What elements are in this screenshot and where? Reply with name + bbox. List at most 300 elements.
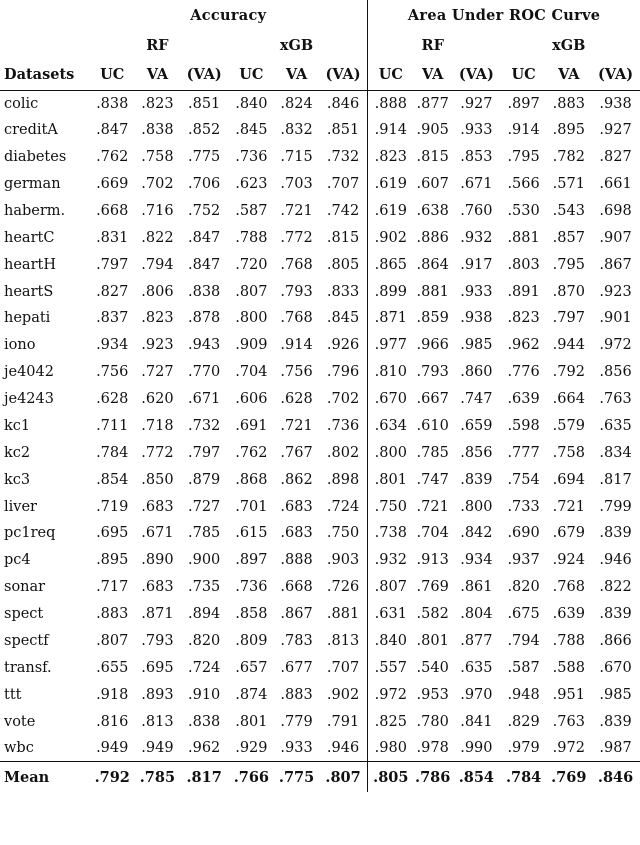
accuracy-group-header: Accuracy [190, 6, 267, 24]
table-cell: .972 [599, 337, 632, 354]
table-cell: .909 [235, 337, 268, 354]
table-cell: .946 [599, 552, 632, 569]
table-cell: .833 [326, 283, 360, 300]
table-cell: .670 [368, 386, 414, 413]
table-cell: .953 [416, 686, 449, 703]
xgb-auc-header: xGB [552, 36, 586, 54]
table-row [0, 359, 640, 386]
table-cell: .895 [96, 552, 129, 569]
table-cell: .721 [280, 417, 313, 434]
table-cell: .817 [599, 471, 632, 488]
table-cell: .895 [552, 122, 585, 139]
table-row [0, 90, 640, 117]
table-cell: .628 [280, 391, 313, 408]
table-cell: .721 [280, 202, 313, 219]
table-cell: .905 [416, 122, 449, 139]
datasets-column-header: Datasets [0, 60, 89, 90]
table-cell: .903 [326, 552, 360, 569]
table-cell: .883 [280, 686, 313, 703]
table-cell: .883 [552, 95, 585, 112]
table-cell: .679 [552, 525, 585, 542]
table-cell: .979 [507, 740, 540, 757]
table-cell: .732 [187, 417, 221, 434]
table-cell: .923 [141, 337, 174, 354]
table-cell: .727 [187, 498, 221, 515]
table-cell: .847 [96, 122, 129, 139]
table-cell: .706 [187, 176, 221, 193]
table-row [0, 386, 640, 413]
table-cell: .943 [187, 337, 221, 354]
table-cell: .767 [280, 444, 313, 461]
table-cell: .795 [552, 256, 585, 273]
table-cell: .793 [280, 283, 313, 300]
table-cell: .756 [96, 364, 129, 381]
table-cell: .702 [326, 391, 360, 408]
xgb-accuracy-header: xGB [279, 36, 314, 54]
table-cell: .671 [460, 176, 493, 193]
col-header-uc: UC [89, 60, 135, 90]
table-cell: .720 [235, 256, 268, 273]
table-cell: .962 [507, 337, 540, 354]
table-cell: .871 [368, 305, 414, 332]
table-cell: .775 [274, 762, 319, 792]
table-cell: .703 [280, 176, 313, 193]
table-cell: .987 [599, 740, 632, 757]
model-header-row [0, 30, 640, 60]
dataset-name: ttt [4, 686, 22, 703]
table-cell: .639 [552, 606, 585, 623]
table-cell: .820 [187, 632, 221, 649]
table-cell: .881 [416, 283, 449, 300]
table-cell: .736 [326, 417, 360, 434]
table-cell: .791 [326, 713, 360, 730]
dataset-name: kc2 [4, 444, 31, 461]
table-cell: .772 [141, 444, 174, 461]
table-cell: .850 [141, 471, 174, 488]
table-cell: .816 [96, 713, 129, 730]
table-cell: .775 [187, 149, 221, 166]
table-cell: .724 [187, 659, 221, 676]
table-cell: .858 [235, 606, 268, 623]
table-cell: .801 [235, 713, 268, 730]
table-cell: .615 [235, 525, 268, 542]
table-cell: .664 [552, 391, 585, 408]
dataset-name: je4042 [4, 364, 54, 381]
table-cell: .857 [552, 229, 585, 246]
table-cell: .831 [96, 229, 129, 246]
table-cell: .838 [187, 283, 221, 300]
table-cell: .910 [187, 686, 221, 703]
table-cell: .801 [416, 632, 449, 649]
table-cell: .758 [141, 149, 174, 166]
dataset-name: spectf [4, 632, 49, 649]
table-cell: .805 [326, 256, 360, 273]
table-cell: .635 [460, 659, 493, 676]
table-cell: .902 [326, 686, 360, 703]
table-cell: .923 [599, 283, 632, 300]
table-cell: .946 [326, 740, 360, 757]
table-cell: .691 [235, 417, 268, 434]
table-cell: .726 [326, 579, 360, 596]
table-cell: .754 [507, 471, 540, 488]
table-cell: .783 [280, 632, 313, 649]
table-cell: .795 [507, 149, 540, 166]
table-cell: .845 [326, 310, 360, 327]
table-cell: .777 [507, 444, 540, 461]
table-cell: .938 [460, 310, 493, 327]
table-cell: .865 [368, 251, 414, 278]
table-cell: .695 [141, 659, 174, 676]
table-cell: .944 [552, 337, 585, 354]
table-cell: .702 [141, 176, 174, 193]
table-cell: .890 [141, 552, 174, 569]
table-cell: .762 [96, 149, 129, 166]
table-cell: .902 [368, 224, 414, 251]
table-cell: .796 [326, 364, 360, 381]
table-cell: .934 [96, 337, 129, 354]
table-cell: .874 [235, 686, 268, 703]
table-row [0, 305, 640, 332]
table-cell: .769 [416, 579, 449, 596]
table-cell: .878 [187, 310, 221, 327]
table-row [0, 574, 640, 601]
table-cell: .619 [368, 198, 414, 225]
table-cell: .970 [460, 686, 493, 703]
table-cell: .897 [235, 552, 268, 569]
table-cell: .677 [280, 659, 313, 676]
table-cell: .817 [180, 762, 229, 792]
dataset-name: heartS [4, 283, 54, 300]
table-cell: .718 [141, 417, 174, 434]
table-cell: .784 [96, 444, 129, 461]
col-header-va: VA [546, 60, 591, 90]
table-cell: .763 [552, 713, 585, 730]
table-cell: .806 [141, 283, 174, 300]
table-cell: .788 [235, 229, 268, 246]
table-row [0, 628, 640, 655]
table-cell: .707 [326, 659, 360, 676]
table-cell: .792 [89, 762, 135, 792]
dataset-name: transf. [4, 659, 52, 676]
table-cell: .707 [326, 176, 360, 193]
table-cell: .724 [326, 498, 360, 515]
table-cell: .894 [187, 606, 221, 623]
table-cell: .834 [599, 444, 632, 461]
table-row [0, 413, 640, 440]
table-cell: .917 [460, 256, 493, 273]
table-cell: .634 [368, 413, 414, 440]
table-cell: .780 [416, 713, 449, 730]
table-row [0, 601, 640, 628]
table-cell: .736 [235, 579, 268, 596]
table-cell: .978 [416, 740, 449, 757]
table-cell: .619 [368, 171, 414, 198]
table-cell: .856 [460, 444, 493, 461]
table-cell: .675 [507, 606, 540, 623]
table-cell: .990 [460, 740, 493, 757]
table-cell: .840 [235, 95, 268, 112]
table-cell: .801 [368, 466, 414, 493]
table-row [0, 493, 640, 520]
table-cell: .670 [599, 659, 632, 676]
dataset-name: pc4 [4, 552, 31, 569]
table-cell: .913 [416, 552, 449, 569]
dataset-name: german [4, 176, 61, 193]
table-cell: .937 [507, 552, 540, 569]
dataset-name: kc1 [4, 417, 31, 434]
table-cell: .839 [460, 471, 493, 488]
table-cell: .823 [368, 144, 414, 171]
table-cell: .899 [368, 278, 414, 305]
table-cell: .847 [187, 229, 221, 246]
table-row [0, 278, 640, 305]
table-cell: .938 [599, 95, 632, 112]
table-cell: .888 [280, 552, 313, 569]
table-cell: .815 [416, 149, 449, 166]
table-cell: .877 [416, 95, 449, 112]
table-cell: .768 [280, 256, 313, 273]
table-cell: .659 [460, 417, 493, 434]
table-cell: .768 [280, 310, 313, 327]
table-cell: .842 [460, 525, 493, 542]
table-cell: .794 [141, 256, 174, 273]
col-header-uc: UC [368, 60, 414, 90]
table-cell: .846 [591, 762, 640, 792]
table-cell: .752 [187, 202, 221, 219]
table-cell: .785 [416, 444, 449, 461]
table-cell: .557 [368, 654, 414, 681]
table-cell: .683 [280, 525, 313, 542]
table-cell: .972 [368, 681, 414, 708]
table-cell: .763 [599, 391, 632, 408]
table-row [0, 171, 640, 198]
table-cell: .683 [141, 579, 174, 596]
table-cell: .667 [416, 391, 449, 408]
dataset-name: iono [4, 337, 36, 354]
table-cell: .918 [96, 686, 129, 703]
table-cell: .540 [416, 659, 449, 676]
table-cell: .847 [187, 256, 221, 273]
table-cell: .854 [452, 762, 501, 792]
table-cell: .792 [552, 364, 585, 381]
table-cell: .793 [416, 364, 449, 381]
table-cell: .805 [368, 762, 414, 792]
table-cell: .932 [460, 229, 493, 246]
dataset-name: colic [4, 95, 39, 112]
table-cell: .927 [460, 95, 493, 112]
table-cell: .852 [187, 122, 221, 139]
table-cell: .655 [96, 659, 129, 676]
table-cell: .793 [141, 632, 174, 649]
table-cell: .788 [552, 632, 585, 649]
table-cell: .840 [368, 628, 414, 655]
table-cell: .683 [141, 498, 174, 515]
table-cell: .839 [599, 525, 632, 542]
table-cell: .582 [416, 606, 449, 623]
table-cell: .762 [235, 444, 268, 461]
table-cell: .668 [96, 202, 129, 219]
table-cell: .571 [552, 176, 585, 193]
table-cell: .825 [368, 708, 414, 735]
table-cell: .750 [326, 525, 360, 542]
table-cell: .588 [552, 659, 585, 676]
table-cell: .694 [552, 471, 585, 488]
table-cell: .797 [552, 310, 585, 327]
table-cell: .929 [235, 740, 268, 757]
table-cell: .809 [235, 632, 268, 649]
mean-row [0, 762, 640, 792]
table-cell: .886 [416, 229, 449, 246]
table-row [0, 681, 640, 708]
table-cell: .949 [96, 740, 129, 757]
dataset-name: heartC [4, 229, 55, 246]
table-cell: .620 [141, 391, 174, 408]
table-cell: .579 [552, 417, 585, 434]
table-cell: .837 [96, 310, 129, 327]
table-cell: .785 [135, 762, 180, 792]
table-cell: .856 [599, 364, 632, 381]
table-cell: .883 [96, 606, 129, 623]
table-cell: .747 [416, 471, 449, 488]
table-cell: .715 [280, 149, 313, 166]
table-cell: .888 [368, 90, 414, 117]
table-cell: .610 [416, 417, 449, 434]
table-cell: .779 [280, 713, 313, 730]
table-cell: .807 [235, 283, 268, 300]
table-cell: .962 [187, 740, 221, 757]
col-header-uc: UC [501, 60, 547, 90]
table-cell: .704 [235, 364, 268, 381]
table-cell: .657 [235, 659, 268, 676]
table-row [0, 520, 640, 547]
dataset-name: wbc [4, 740, 34, 757]
table-cell: .738 [368, 520, 414, 547]
table-cell: .879 [187, 471, 221, 488]
dataset-name: creditA [4, 122, 58, 139]
table-cell: .683 [280, 498, 313, 515]
table-cell: .901 [599, 310, 632, 327]
table-row [0, 654, 640, 681]
table-cell: .785 [187, 525, 221, 542]
table-row [0, 251, 640, 278]
table-row [0, 224, 640, 251]
table-body [0, 90, 640, 762]
table-cell: .823 [507, 310, 540, 327]
table-cell: .827 [599, 149, 632, 166]
table-cell: .862 [280, 471, 313, 488]
table-cell: .893 [141, 686, 174, 703]
table-cell: .628 [96, 391, 129, 408]
table-cell: .897 [507, 95, 540, 112]
table-cell: .769 [546, 762, 591, 792]
table-cell: .948 [507, 686, 540, 703]
table-cell: .877 [460, 632, 493, 649]
table-cell: .671 [141, 525, 174, 542]
col-header-va: VA [135, 60, 180, 90]
table-cell: .861 [460, 579, 493, 596]
table-row [0, 332, 640, 359]
table-cell: .853 [460, 149, 493, 166]
table-row [0, 466, 640, 493]
table-cell: .530 [507, 202, 540, 219]
table-cell: .794 [507, 632, 540, 649]
table-cell: .721 [416, 498, 449, 515]
rf-auc-header: RF [421, 36, 444, 54]
col-header-va: VA [274, 60, 319, 90]
table-row [0, 547, 640, 574]
table-cell: .607 [416, 176, 449, 193]
table-row [0, 117, 640, 144]
column-header-row [0, 60, 640, 90]
table-cell: .635 [599, 417, 632, 434]
dataset-name: hepati [4, 310, 51, 327]
dataset-name: diabetes [4, 149, 67, 166]
table-cell: .977 [368, 332, 414, 359]
table-cell: .719 [96, 498, 129, 515]
table-cell: .784 [501, 762, 547, 792]
table-cell: .810 [368, 359, 414, 386]
table-cell: .768 [552, 579, 585, 596]
table-cell: .813 [141, 713, 174, 730]
table-cell: .881 [507, 229, 540, 246]
rf-accuracy-header: RF [146, 36, 169, 54]
col-header-pva: (VA) [180, 60, 229, 90]
table-cell: .799 [599, 498, 632, 515]
dataset-name: heartH [4, 256, 56, 273]
table-row [0, 439, 640, 466]
table-cell: .671 [187, 391, 221, 408]
dataset-name: je4243 [4, 391, 54, 408]
table-cell: .985 [460, 337, 493, 354]
table-cell: .638 [416, 202, 449, 219]
table-cell: .914 [368, 117, 414, 144]
table-cell: .701 [235, 498, 268, 515]
table-cell: .985 [599, 686, 632, 703]
table-cell: .822 [141, 229, 174, 246]
table-cell: .926 [326, 337, 360, 354]
table-cell: .797 [96, 256, 129, 273]
table-cell: .846 [326, 95, 360, 112]
table-cell: .721 [552, 498, 585, 515]
table-cell: .800 [460, 498, 493, 515]
table-cell: .747 [460, 391, 493, 408]
table-cell: .924 [552, 552, 585, 569]
table-cell: .934 [460, 552, 493, 569]
table-cell: .770 [187, 364, 221, 381]
table-cell: .797 [187, 444, 221, 461]
table-cell: .807 [319, 762, 368, 792]
table-cell: .871 [141, 606, 174, 623]
table-cell: .827 [96, 283, 129, 300]
table-cell: .854 [96, 471, 129, 488]
table-cell: .891 [507, 283, 540, 300]
table-cell: .823 [141, 310, 174, 327]
table-cell: .823 [141, 95, 174, 112]
table-cell: .900 [187, 552, 221, 569]
table-cell: .587 [507, 659, 540, 676]
table-cell: .690 [507, 525, 540, 542]
table-cell: .742 [326, 202, 360, 219]
table-cell: .668 [280, 579, 313, 596]
table-row [0, 198, 640, 225]
table-cell: .716 [141, 202, 174, 219]
table-cell: .736 [235, 149, 268, 166]
table-cell: .927 [599, 122, 632, 139]
dataset-name: haberm. [4, 202, 66, 219]
group-header-row [0, 0, 640, 30]
table-cell: .732 [326, 149, 360, 166]
table-cell: .870 [552, 283, 585, 300]
